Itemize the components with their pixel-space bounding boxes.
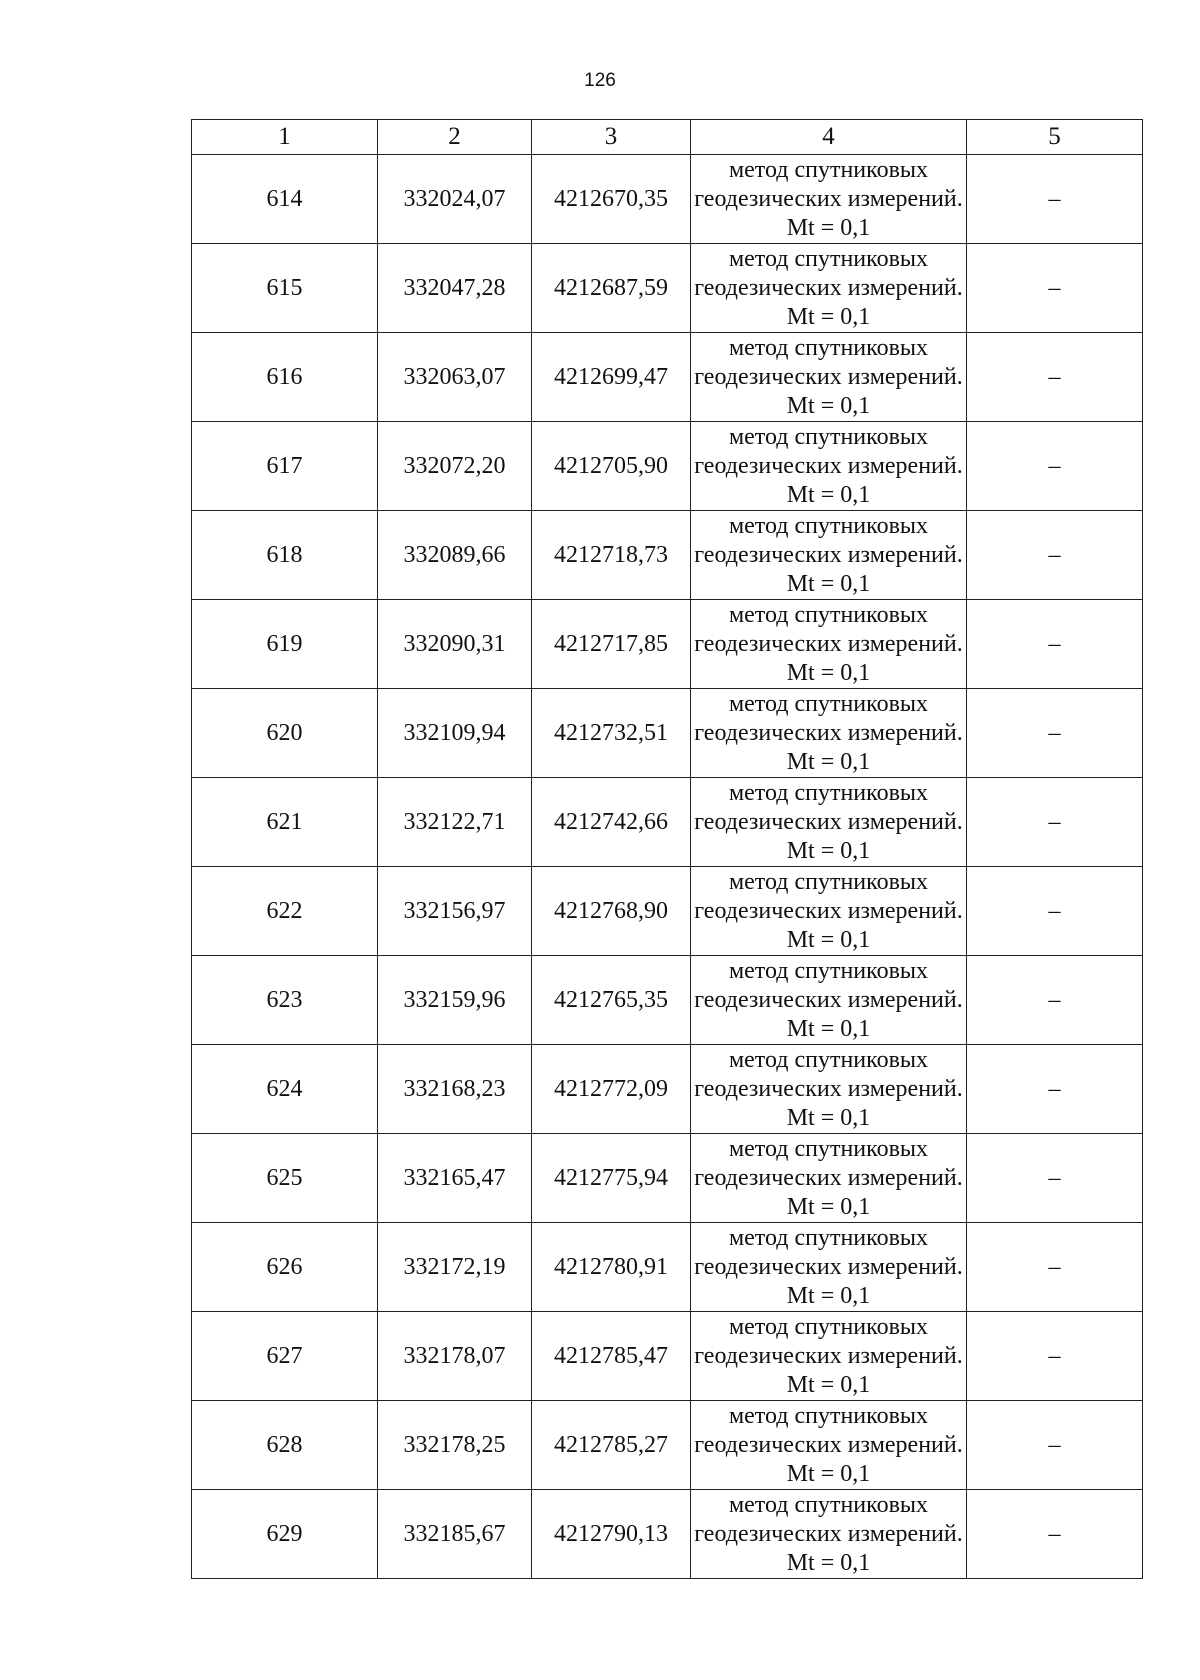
x-coordinate-cell: 332063,07 <box>378 333 532 422</box>
note-cell: – <box>967 422 1143 511</box>
point-number-cell: 628 <box>192 1401 378 1490</box>
method-cell: метод спутниковых геодезических измерений. Mt = 0,1 <box>691 155 967 244</box>
point-number-cell: 619 <box>192 600 378 689</box>
point-number-cell: 618 <box>192 511 378 600</box>
method-cell: метод спутниковых геодезических измерений. Mt = 0,1 <box>691 867 967 956</box>
note-cell: – <box>967 1312 1143 1401</box>
x-coordinate-cell: 332156,97 <box>378 867 532 956</box>
x-coordinate-cell: 332168,23 <box>378 1045 532 1134</box>
table-header <box>192 120 1143 155</box>
note-cell: – <box>967 1223 1143 1312</box>
method-cell: метод спутниковых геодезических измерений. Mt = 0,1 <box>691 956 967 1045</box>
note-cell: – <box>967 778 1143 867</box>
point-number-cell: 625 <box>192 1134 378 1223</box>
note-cell: – <box>967 511 1143 600</box>
point-number-cell: 627 <box>192 1312 378 1401</box>
y-coordinate-cell: 4212772,09 <box>532 1045 691 1134</box>
point-number-cell: 626 <box>192 1223 378 1312</box>
table-body <box>192 155 1143 1579</box>
point-number-cell: 622 <box>192 867 378 956</box>
x-coordinate-cell: 332185,67 <box>378 1490 532 1579</box>
point-number-cell: 615 <box>192 244 378 333</box>
x-coordinate-cell: 332122,71 <box>378 778 532 867</box>
y-coordinate-cell: 4212785,47 <box>532 1312 691 1401</box>
point-number-cell: 624 <box>192 1045 378 1134</box>
note-cell: – <box>967 1134 1143 1223</box>
point-number-cell: 614 <box>192 155 378 244</box>
note-cell: – <box>967 244 1143 333</box>
note-cell: – <box>967 600 1143 689</box>
table-row <box>192 956 1143 1045</box>
method-cell: метод спутниковых геодезических измерений. Mt = 0,1 <box>691 689 967 778</box>
y-coordinate-cell: 4212765,35 <box>532 956 691 1045</box>
method-cell: метод спутниковых геодезических измерений. Mt = 0,1 <box>691 1490 967 1579</box>
y-coordinate-cell: 4212717,85 <box>532 600 691 689</box>
y-coordinate-cell: 4212775,94 <box>532 1134 691 1223</box>
point-number-cell: 617 <box>192 422 378 511</box>
note-cell: – <box>967 1401 1143 1490</box>
x-coordinate-cell: 332072,20 <box>378 422 532 511</box>
header-col-3: 3 <box>532 120 691 155</box>
table-row <box>192 422 1143 511</box>
x-coordinate-cell: 332089,66 <box>378 511 532 600</box>
note-cell: – <box>967 956 1143 1045</box>
x-coordinate-cell: 332178,07 <box>378 1312 532 1401</box>
method-cell: метод спутниковых геодезических измерений. Mt = 0,1 <box>691 1312 967 1401</box>
method-cell: метод спутниковых геодезических измерений. Mt = 0,1 <box>691 511 967 600</box>
page-number: 126 <box>584 70 616 91</box>
table-row <box>192 778 1143 867</box>
x-coordinate-cell: 332024,07 <box>378 155 532 244</box>
note-cell: – <box>967 1045 1143 1134</box>
method-cell: метод спутниковых геодезических измерений. Mt = 0,1 <box>691 1045 967 1134</box>
x-coordinate-cell: 332109,94 <box>378 689 532 778</box>
table-row <box>192 1401 1143 1490</box>
y-coordinate-cell: 4212699,47 <box>532 333 691 422</box>
method-cell: метод спутниковых геодезических измерений. Mt = 0,1 <box>691 600 967 689</box>
y-coordinate-cell: 4212785,27 <box>532 1401 691 1490</box>
y-coordinate-cell: 4212732,51 <box>532 689 691 778</box>
table-row <box>192 244 1143 333</box>
method-cell: метод спутниковых геодезических измерений. Mt = 0,1 <box>691 778 967 867</box>
x-coordinate-cell: 332047,28 <box>378 244 532 333</box>
point-number-cell: 616 <box>192 333 378 422</box>
table-row <box>192 511 1143 600</box>
y-coordinate-cell: 4212768,90 <box>532 867 691 956</box>
y-coordinate-cell: 4212670,35 <box>532 155 691 244</box>
note-cell: – <box>967 333 1143 422</box>
y-coordinate-cell: 4212718,73 <box>532 511 691 600</box>
table-row <box>192 333 1143 422</box>
table-row <box>192 1134 1143 1223</box>
point-number-cell: 621 <box>192 778 378 867</box>
table-row <box>192 600 1143 689</box>
header-row <box>192 120 1143 155</box>
method-cell: метод спутниковых геодезических измерений. Mt = 0,1 <box>691 1223 967 1312</box>
x-coordinate-cell: 332165,47 <box>378 1134 532 1223</box>
method-cell: метод спутниковых геодезических измерений. Mt = 0,1 <box>691 333 967 422</box>
note-cell: – <box>967 689 1143 778</box>
table-row <box>192 1312 1143 1401</box>
y-coordinate-cell: 4212790,13 <box>532 1490 691 1579</box>
point-number-cell: 620 <box>192 689 378 778</box>
x-coordinate-cell: 332172,19 <box>378 1223 532 1312</box>
method-cell: метод спутниковых геодезических измерений. Mt = 0,1 <box>691 1401 967 1490</box>
y-coordinate-cell: 4212742,66 <box>532 778 691 867</box>
note-cell: – <box>967 1490 1143 1579</box>
table-row <box>192 1223 1143 1312</box>
point-number-cell: 623 <box>192 956 378 1045</box>
table-row <box>192 155 1143 244</box>
x-coordinate-cell: 332159,96 <box>378 956 532 1045</box>
y-coordinate-cell: 4212780,91 <box>532 1223 691 1312</box>
note-cell: – <box>967 155 1143 244</box>
table-row <box>192 867 1143 956</box>
y-coordinate-cell: 4212687,59 <box>532 244 691 333</box>
method-cell: метод спутниковых геодезических измерений. Mt = 0,1 <box>691 1134 967 1223</box>
header-col-1: 1 <box>192 120 378 155</box>
header-col-2: 2 <box>378 120 532 155</box>
coordinates-table <box>191 119 1143 1579</box>
point-number-cell: 629 <box>192 1490 378 1579</box>
x-coordinate-cell: 332090,31 <box>378 600 532 689</box>
table-row <box>192 1490 1143 1579</box>
table-row <box>192 689 1143 778</box>
method-cell: метод спутниковых геодезических измерений. Mt = 0,1 <box>691 422 967 511</box>
header-col-5: 5 <box>967 120 1143 155</box>
x-coordinate-cell: 332178,25 <box>378 1401 532 1490</box>
method-cell: метод спутниковых геодезических измерений. Mt = 0,1 <box>691 244 967 333</box>
header-col-4: 4 <box>691 120 967 155</box>
y-coordinate-cell: 4212705,90 <box>532 422 691 511</box>
note-cell: – <box>967 867 1143 956</box>
table-row <box>192 1045 1143 1134</box>
